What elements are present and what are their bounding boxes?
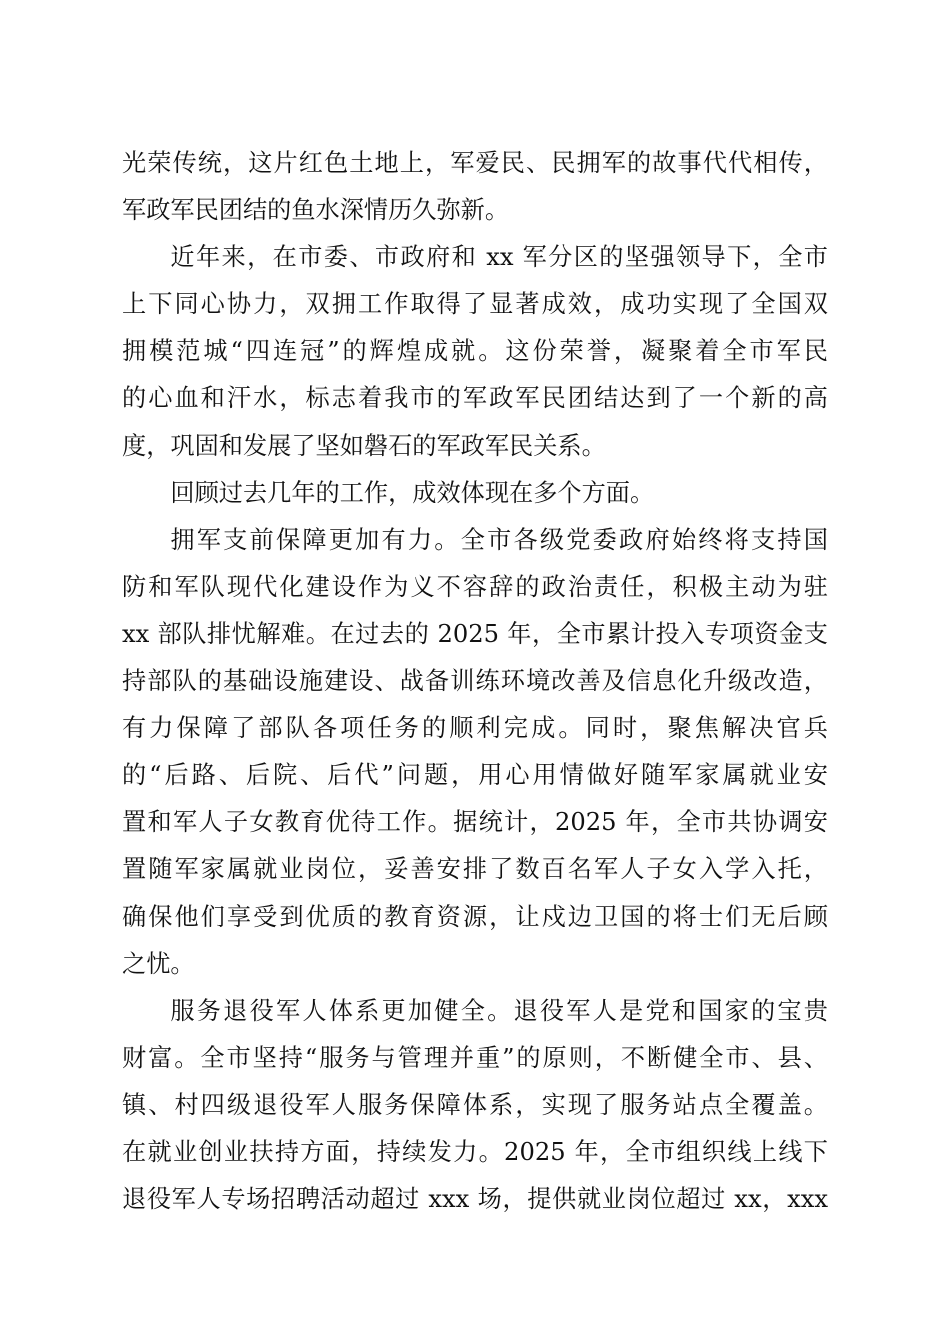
paragraph-2 xyxy=(122,234,828,469)
text-line: 财富。全市坚持“服务与管理并重”的原则，不断健全市、县、 xyxy=(122,1043,828,1072)
text-line: 置随军家属就业岗位，妥善安排了数百名军人子女入学入托， xyxy=(122,855,828,884)
text-line: 退役军人专场招聘活动超过 xxx 场，提供就业岗位超过 xx，xxx xyxy=(122,1185,828,1214)
text-line: 光荣传统，这片红色土地上，军爱民、民拥军的故事代代相传， xyxy=(122,149,828,177)
text-line: xx 部队排忧解难。在过去的 2025 年，全市累计投入专项资金支 xyxy=(122,619,828,648)
text-line: 确保他们享受到优质的教育资源，让戍边卫国的将士们无后顾 xyxy=(122,902,828,931)
text-line: 的“后路、后院、后代”问题，用心用情做好随军家属就业安 xyxy=(122,761,828,790)
text-line: 置和军人子女教育优待工作。据统计，2025 年，全市共协调安 xyxy=(122,808,828,837)
paragraph-3 xyxy=(122,470,828,517)
text-line: 回顾过去几年的工作，成效体现在多个方面。 xyxy=(170,478,655,507)
text-line: 的心血和汗水，标志着我市的军政军民团结达到了一个新的高 xyxy=(122,384,828,413)
text-line: 拥模范城“四连冠”的辉煌成就。这份荣誉，凝聚着全市军民 xyxy=(122,337,828,366)
text-line: 近年来，在市委、市政府和 xx 军分区的坚强领导下，全市 xyxy=(170,243,828,272)
text-line: 度，巩固和发展了坚如磐石的军政军民关系。 xyxy=(122,431,606,460)
text-line: 防和军队现代化建设作为义不容辞的政治责任，积极主动为驻 xyxy=(122,572,828,601)
text-line: 上下同心协力，双拥工作取得了显著成效，成功实现了全国双 xyxy=(122,290,828,319)
paragraph-5 xyxy=(122,988,828,1223)
text-line: 服务退役军人体系更加健全。退役军人是党和国家的宝贵 xyxy=(170,996,828,1025)
text-line: 在就业创业扶持方面，持续发力。2025 年，全市组织线上线下 xyxy=(122,1137,828,1166)
text-line: 之忧。 xyxy=(122,949,195,978)
body-text xyxy=(122,140,828,1223)
text-line: 军政军民团结的鱼水深情历久弥新。 xyxy=(122,196,510,225)
text-line: 有力保障了部队各项任务的顺利完成。同时，聚焦解决官兵 xyxy=(122,714,828,743)
paragraph-4 xyxy=(122,517,828,988)
text-line: 持部队的基础设施建设、战备训练环境改善及信息化升级改造， xyxy=(122,667,828,696)
text-line: 镇、村四级退役军人服务保障体系，实现了服务站点全覆盖。 xyxy=(122,1090,828,1119)
text-line: 拥军支前保障更加有力。全市各级党委政府始终将支持国 xyxy=(170,525,828,554)
paragraph-1 xyxy=(122,140,828,234)
